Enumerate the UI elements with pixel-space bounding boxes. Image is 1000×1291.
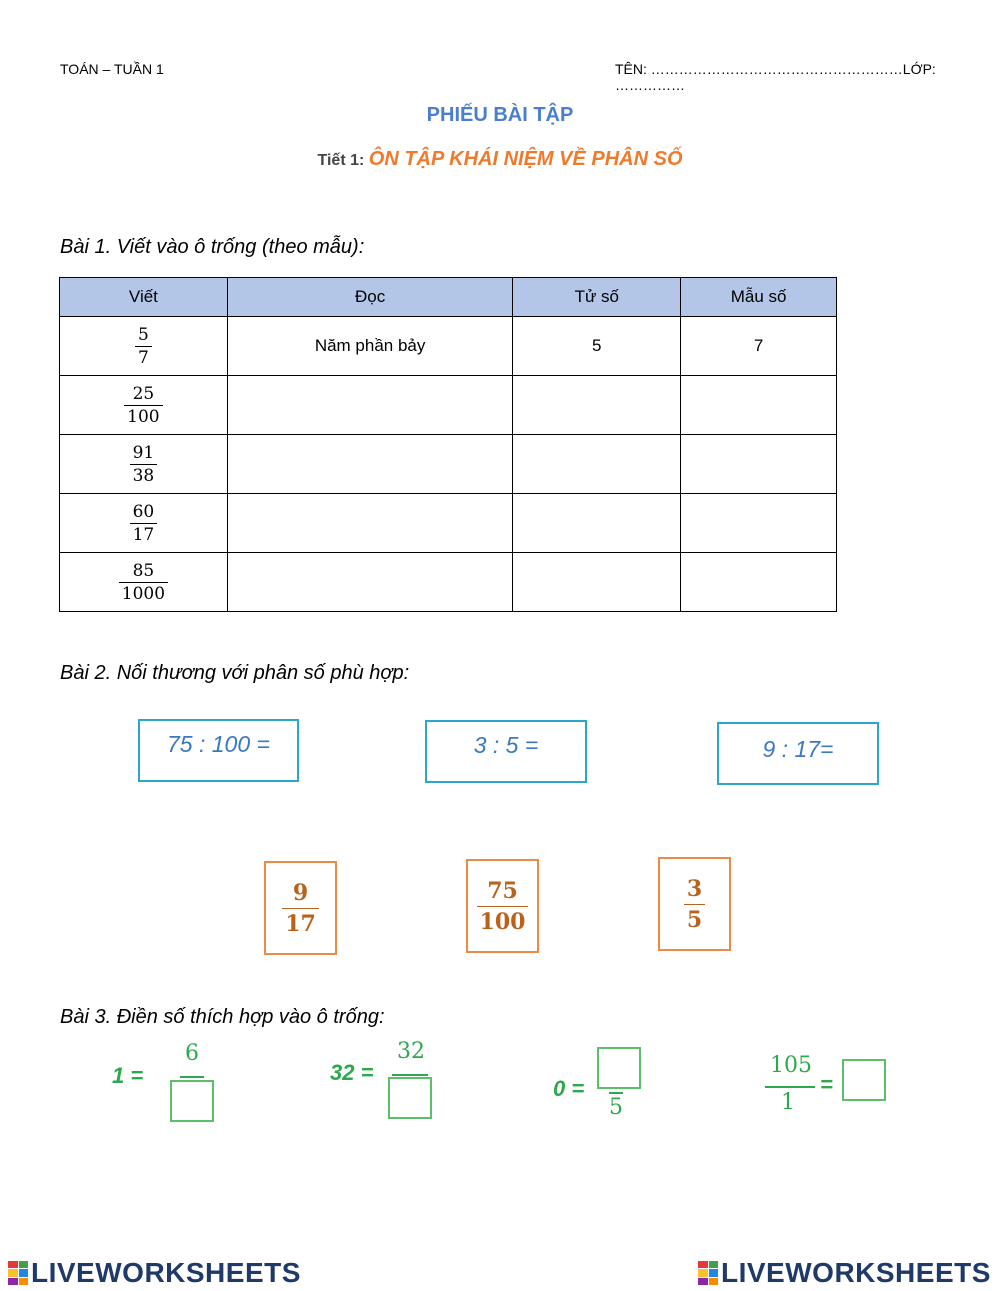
numerator: 105 bbox=[770, 1053, 812, 1078]
equation-lhs: 1 = bbox=[112, 1063, 144, 1088]
denominator: 7 bbox=[137, 347, 149, 368]
answer-box[interactable] bbox=[170, 1080, 214, 1122]
column-header: Viết bbox=[60, 278, 228, 317]
fraction-cell bbox=[60, 435, 228, 494]
header-subject: TOÁN – TUẦN 1 bbox=[60, 61, 164, 77]
read-input-cell[interactable] bbox=[227, 435, 513, 494]
table-row bbox=[60, 317, 837, 376]
fraction-box[interactable] bbox=[658, 857, 731, 951]
page-title: PHIẾU BÀI TẬP bbox=[426, 104, 574, 126]
fraction bbox=[124, 383, 162, 428]
liveworksheets-logo bbox=[698, 1257, 991, 1289]
numerator: 6 bbox=[185, 1041, 199, 1066]
exercise-2-heading: Bài 2. Nối thương với phân số phù hợp: bbox=[60, 662, 410, 684]
denominator-input-cell[interactable] bbox=[681, 435, 837, 494]
logo-mark-icon bbox=[8, 1261, 28, 1285]
denominator: 17 bbox=[132, 524, 155, 545]
table-row bbox=[60, 376, 837, 435]
page-subtitle bbox=[0, 148, 1000, 171]
table-row bbox=[60, 494, 837, 553]
numerator: 3 bbox=[686, 875, 703, 902]
answer-box[interactable] bbox=[842, 1059, 886, 1101]
numerator: 9 bbox=[292, 879, 309, 906]
header-name-class: TÊN: ………………………………………………LỚP: …………… bbox=[615, 61, 936, 93]
fraction bbox=[130, 442, 158, 487]
numerator: 5 bbox=[137, 324, 149, 345]
answer-box[interactable] bbox=[388, 1077, 432, 1119]
denominator: 100 bbox=[127, 406, 160, 427]
equation-lhs: 32 = bbox=[330, 1060, 374, 1085]
fraction-cell bbox=[60, 494, 228, 553]
fraction-bar bbox=[180, 1076, 204, 1078]
read-input-cell[interactable] bbox=[227, 553, 513, 612]
numerator-input-cell[interactable] bbox=[513, 553, 681, 612]
fraction-cell bbox=[60, 553, 228, 612]
quotient-box[interactable]: 75 : 100 = bbox=[138, 719, 299, 782]
fraction-bar bbox=[392, 1074, 428, 1076]
numerator: 75 bbox=[487, 877, 518, 904]
denominator-cell: 7 bbox=[681, 317, 837, 376]
table-row bbox=[60, 435, 837, 494]
column-header: Tử số bbox=[513, 278, 681, 317]
read-input-cell[interactable] bbox=[227, 494, 513, 553]
numerator-input-cell[interactable] bbox=[513, 435, 681, 494]
fraction-cell bbox=[60, 317, 228, 376]
exercise-1-table bbox=[59, 277, 837, 612]
fraction bbox=[135, 324, 152, 369]
denominator: 100 bbox=[479, 908, 526, 935]
fraction-box[interactable] bbox=[264, 861, 337, 955]
denominator: 5 bbox=[686, 906, 703, 933]
exercise-1-heading: Bài 1. Viết vào ô trống (theo mẫu): bbox=[60, 236, 365, 258]
numerator-input-cell[interactable] bbox=[513, 376, 681, 435]
quotient-box[interactable]: 9 : 17= bbox=[717, 722, 879, 785]
column-header: Đọc bbox=[227, 278, 513, 317]
fraction bbox=[477, 876, 529, 937]
logo-text: LIVEWORKSHEETS bbox=[721, 1257, 991, 1288]
lesson-label: Tiết 1: bbox=[317, 152, 365, 169]
fraction bbox=[684, 874, 705, 935]
fraction bbox=[282, 878, 319, 939]
fraction-bar bbox=[765, 1086, 815, 1088]
denominator: 5 bbox=[609, 1095, 623, 1120]
numerator: 32 bbox=[397, 1039, 425, 1064]
lesson-topic: ÔN TẬP KHÁI NIỆM VỀ PHÂN SỐ bbox=[368, 148, 683, 170]
fraction bbox=[119, 560, 168, 605]
numerator: 25 bbox=[132, 383, 155, 404]
denominator: 1 bbox=[781, 1090, 795, 1115]
table-row bbox=[60, 553, 837, 612]
numerator: 91 bbox=[132, 442, 155, 463]
logo-text: LIVEWORKSHEETS bbox=[31, 1257, 301, 1288]
fraction-box[interactable] bbox=[466, 859, 539, 953]
exercise-3-heading: Bài 3. Điền số thích hợp vào ô trống: bbox=[60, 1006, 385, 1028]
denominator-input-cell[interactable] bbox=[681, 553, 837, 612]
denominator-input-cell[interactable] bbox=[681, 376, 837, 435]
numerator: 85 bbox=[132, 560, 155, 581]
denominator-input-cell[interactable] bbox=[681, 494, 837, 553]
equation-lhs: 0 = bbox=[553, 1076, 585, 1101]
denominator: 17 bbox=[285, 910, 316, 937]
denominator: 1000 bbox=[121, 583, 166, 604]
quotient-box[interactable]: 3 : 5 = bbox=[425, 720, 587, 783]
fraction bbox=[130, 501, 158, 546]
numerator-input-cell[interactable] bbox=[513, 494, 681, 553]
numerator-cell: 5 bbox=[513, 317, 681, 376]
fraction-bar bbox=[609, 1092, 623, 1094]
read-cell: Năm phần bảy bbox=[227, 317, 513, 376]
column-header: Mẫu số bbox=[681, 278, 837, 317]
numerator: 60 bbox=[132, 501, 155, 522]
answer-box[interactable] bbox=[597, 1047, 641, 1089]
read-input-cell[interactable] bbox=[227, 376, 513, 435]
liveworksheets-logo bbox=[8, 1257, 301, 1289]
equals-sign: = bbox=[820, 1072, 833, 1097]
table-header-row bbox=[60, 278, 837, 317]
logo-mark-icon bbox=[698, 1261, 718, 1285]
fraction-cell bbox=[60, 376, 228, 435]
denominator: 38 bbox=[132, 465, 155, 486]
